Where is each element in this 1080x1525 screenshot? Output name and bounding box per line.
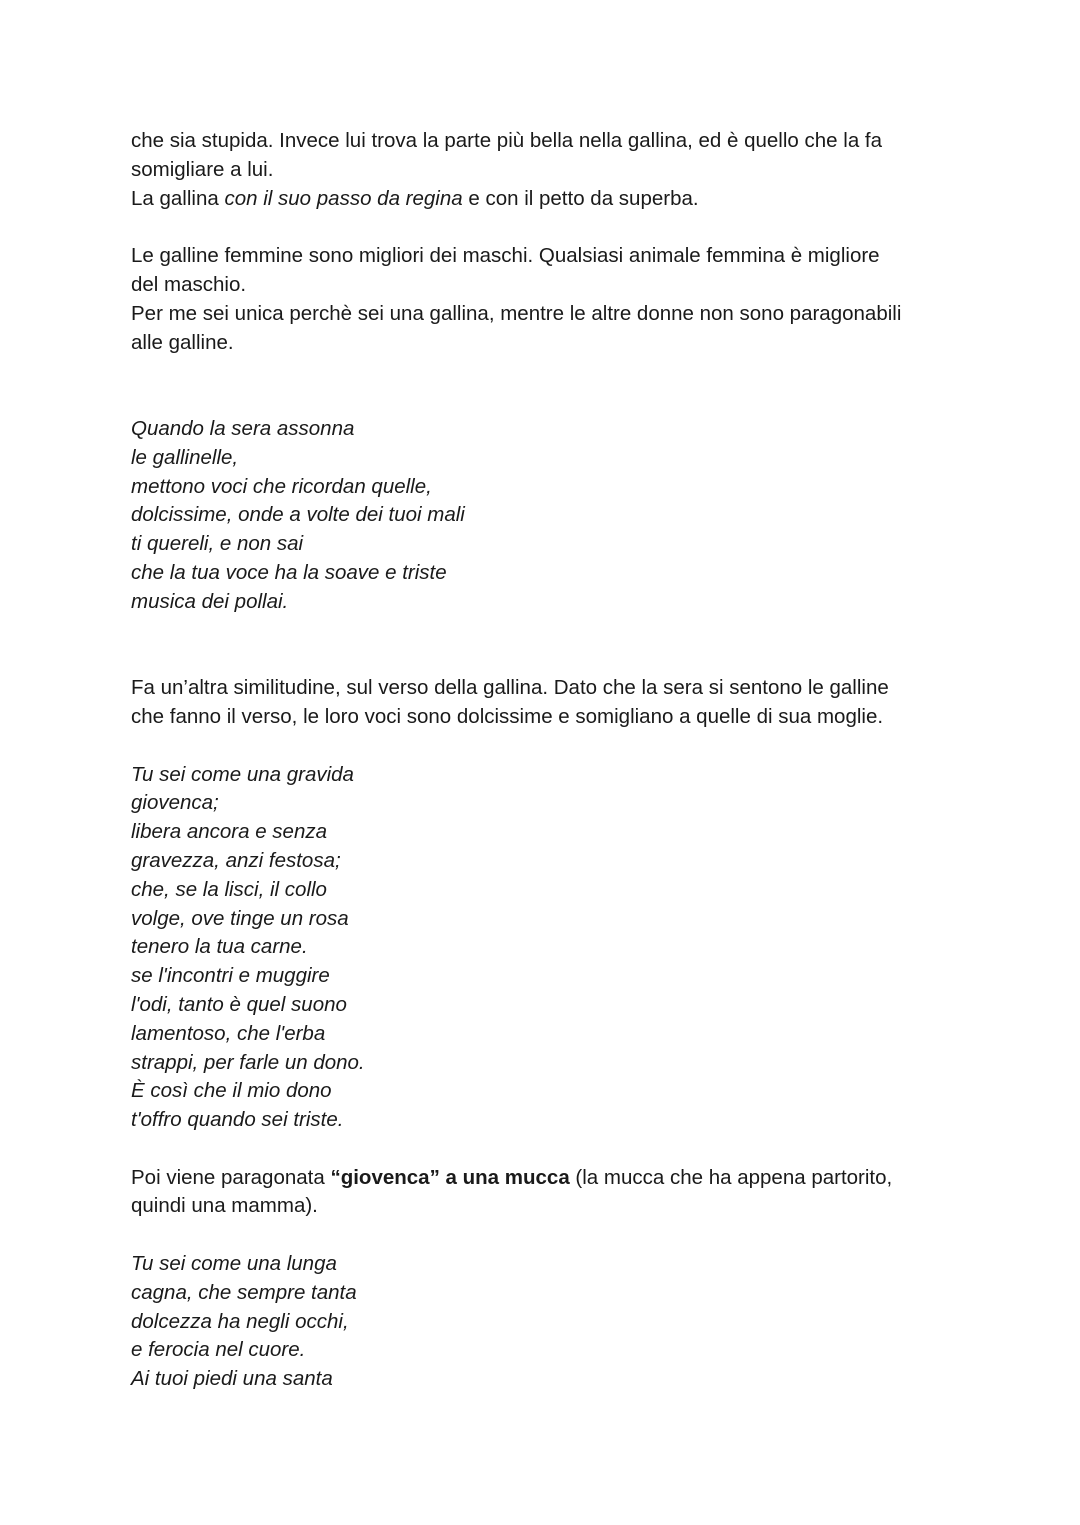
- text-span: La gallina: [131, 186, 225, 210]
- poem-line: lamentoso, che l'erba: [131, 1021, 326, 1045]
- poem-line: tenero la tua carne.: [131, 935, 308, 959]
- spacer: [131, 357, 961, 415]
- text-line-mixed: [131, 1164, 961, 1193]
- spacer: [131, 732, 961, 761]
- paragraph-giovenca-mucca: [131, 1164, 961, 1222]
- poem-line: ti quereli, e non sai: [131, 532, 304, 556]
- poem-line: volge, ove tinge un rosa: [131, 906, 349, 930]
- spacer: [131, 213, 961, 242]
- poem-line: giovenca;: [131, 791, 219, 815]
- poem-line: mettono voci che ricordan quelle,: [131, 474, 432, 498]
- poem-stanza-cagna: [131, 1250, 961, 1394]
- poem-line: È così che il mio dono: [131, 1079, 332, 1103]
- text-line: del maschio.: [131, 272, 247, 296]
- text-span: e con il petto da superba.: [462, 186, 699, 210]
- italic-quote: con il suo passo da regina: [224, 186, 463, 210]
- text-line: che sia stupida. Invece lui trova la parte più bella nella gallina, ed è quello che la fa: [131, 129, 883, 152]
- text-line: somigliare a lui.: [131, 157, 274, 181]
- text-span: (la mucca che ha appena partorito,: [569, 1165, 893, 1189]
- paragraph-similitudine-verso: [131, 674, 961, 732]
- poem-line: se l'incontri e muggire: [131, 964, 330, 988]
- poem-line: Quando la sera assonna: [131, 416, 355, 440]
- paragraph-gallina-intro: [131, 127, 961, 213]
- text-line: Fa un’altra similitudine, sul verso della gallina. Dato che la sera si sentono le galline: [131, 676, 889, 700]
- poem-line: strappi, per farle un dono.: [131, 1050, 365, 1074]
- text-span: Poi viene paragonata: [131, 1165, 331, 1189]
- poem-stanza-giovenca: [131, 761, 961, 1135]
- spacer: [131, 617, 961, 675]
- spacer: [131, 1221, 961, 1250]
- poem-line: libera ancora e senza: [131, 820, 328, 844]
- poem-line: t'offro quando sei triste.: [131, 1108, 344, 1132]
- poem-line: l'odi, tanto è quel suono: [131, 992, 347, 1016]
- poem-line: le gallinelle,: [131, 445, 239, 469]
- poem-line: dolcezza ha negli occhi,: [131, 1309, 349, 1333]
- text-line: Le galline femmine sono migliori dei maschi. Qualsiasi animale femmina è migliore: [131, 244, 880, 268]
- text-line: che fanno il verso, le loro voci sono dolcissime e somigliano a quelle di sua moglie.: [131, 704, 884, 728]
- text-line: quindi una mamma).: [131, 1194, 318, 1218]
- document-page: [131, 127, 961, 1394]
- poem-line: Tu sei come una lunga: [131, 1252, 337, 1276]
- poem-line: Tu sei come una gravida: [131, 762, 354, 786]
- poem-line: musica dei pollai.: [131, 589, 289, 613]
- poem-stanza-gallinelle: [131, 415, 961, 617]
- text-line-mixed: [131, 185, 961, 214]
- spacer: [131, 1135, 961, 1164]
- poem-line: che la tua voce ha la soave e triste: [131, 560, 447, 584]
- poem-line: gravezza, anzi festosa;: [131, 848, 341, 872]
- paragraph-galline-femmine: [131, 242, 961, 357]
- poem-line: cagna, che sempre tanta: [131, 1280, 357, 1304]
- poem-line: e ferocia nel cuore.: [131, 1338, 306, 1362]
- text-line: alle galline.: [131, 330, 234, 354]
- text-line: Per me sei unica perchè sei una gallina, mentre le altre donne non sono paragonabili: [131, 301, 902, 325]
- poem-line: Ai tuoi piedi una santa: [131, 1367, 333, 1391]
- poem-line: dolcissime, onde a volte dei tuoi mali: [131, 503, 465, 527]
- poem-line: che, se la lisci, il collo: [131, 877, 327, 901]
- bold-phrase: “giovenca” a una mucca: [330, 1165, 570, 1189]
